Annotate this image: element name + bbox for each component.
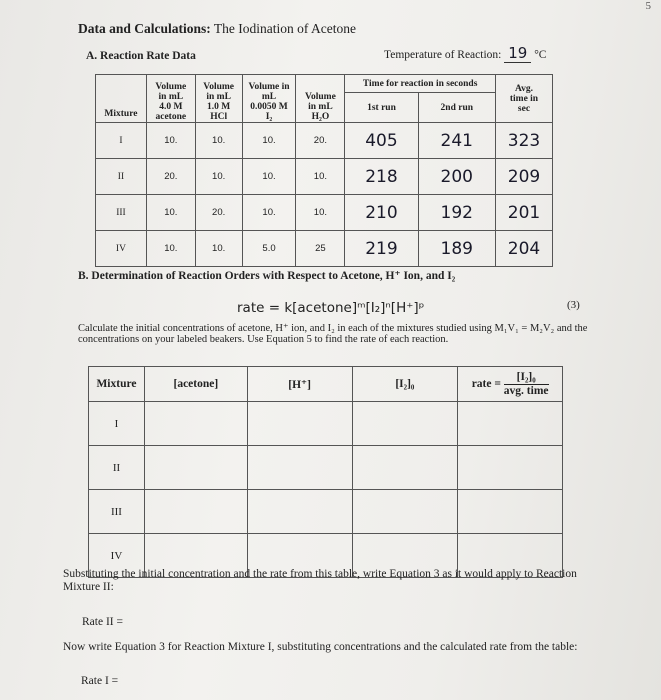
table-row — [89, 446, 563, 490]
rate-cell[interactable] — [458, 446, 563, 490]
header-hcl-line: HCl — [210, 112, 228, 122]
rate-i-instructions: Now write Equation 3 for Reaction Mixture I, substituting concentrations and the calculated rate from the table: — [63, 641, 578, 653]
water-volume: 10. — [296, 195, 345, 231]
rate-denominator: avg. time — [503, 384, 549, 397]
header-acetone-line: acetone — [155, 112, 187, 122]
avg-time[interactable]: 204 — [495, 231, 552, 267]
title-rest: The Iodination of Acetone — [213, 21, 356, 36]
header-time: Time for reaction in seconds — [345, 75, 496, 93]
run1-time[interactable]: 405 — [345, 123, 418, 159]
table-row — [89, 402, 563, 446]
header-hcl — [195, 75, 242, 123]
iodine-conc-cell[interactable] — [352, 490, 458, 534]
water-volume: 10. — [296, 159, 345, 195]
mixture-label: II — [96, 159, 147, 195]
table-row — [96, 159, 553, 195]
title-bold: Data and Calculations: — [78, 21, 211, 36]
hcl-volume: 10. — [195, 123, 242, 159]
section-b-heading: B. Determination of Reaction Orders with Respect to Acetone, H⁺ Ion, and I₂ — [78, 270, 456, 282]
rate-label: rate = — [471, 377, 501, 390]
reaction-rate-table — [95, 74, 553, 267]
header-run2: 2nd run — [418, 93, 495, 123]
h-conc-cell[interactable] — [247, 402, 352, 446]
table-row — [89, 490, 563, 534]
header-avg-line: sec — [517, 103, 531, 114]
header-iodine-conc: [I₂]₀ — [352, 367, 458, 402]
instructions: Calculate the initial concentrations of acetone, H⁺ ion, and I₂ in each of the mixtures studied using M₁V₁ = M₂V₂ and the concentrations on your labeled beakers. Use Equation 5 to find the rate of each reaction. — [78, 323, 588, 345]
acetone-volume: 20. — [146, 159, 195, 195]
run2-time[interactable]: 189 — [418, 231, 495, 267]
iodine-volume: 5.0 — [242, 231, 296, 267]
header-iodine — [242, 75, 296, 123]
header-water-line: H₂O — [311, 112, 330, 122]
header-hcl-line: in mL — [206, 92, 231, 102]
rate-cell[interactable] — [458, 402, 563, 446]
h-conc-cell[interactable] — [247, 446, 352, 490]
header-avg — [495, 75, 552, 123]
header-avg-line: Avg. — [514, 83, 533, 94]
run2-time[interactable]: 200 — [418, 159, 495, 195]
water-volume: 20. — [296, 123, 345, 159]
run2-time[interactable]: 192 — [418, 195, 495, 231]
temperature-value[interactable]: 19 — [504, 44, 531, 63]
header-run1: 1st run — [345, 93, 418, 123]
concentration-table — [88, 366, 563, 578]
substitute-instructions: Substituting the initial concentration and the rate from this table, write Equation 3 as it would apply to Reaction Mixture II: — [63, 568, 577, 593]
header-mixture: Mixture — [89, 367, 145, 402]
rate-ii-label: Rate II = — [82, 616, 123, 628]
header-hcl-line: 1.0 M — [207, 102, 231, 112]
run1-time[interactable]: 219 — [345, 231, 418, 267]
h-conc-cell[interactable] — [247, 490, 352, 534]
rate-i-label: Rate I = — [81, 675, 119, 687]
run1-time[interactable]: 218 — [345, 159, 418, 195]
rate-cell[interactable] — [458, 490, 563, 534]
hcl-volume: 20. — [195, 195, 242, 231]
mixture-label: I — [89, 402, 145, 446]
header-water-line: in mL — [308, 102, 333, 112]
iodine-conc-cell[interactable] — [352, 446, 458, 490]
acetone-volume: 10. — [146, 195, 195, 231]
header-acetone-line: in mL — [158, 92, 184, 102]
rate-equation: rate = k[acetone]ᵐ[I₂]ⁿ[H⁺]ᵖ — [237, 300, 425, 316]
temperature-label: Temperature of Reaction: — [384, 49, 502, 61]
temperature-unit: °C — [534, 49, 547, 61]
header-water — [296, 75, 345, 123]
header-avg-line: time in — [509, 93, 539, 104]
table-row — [96, 123, 553, 159]
avg-time[interactable]: 201 — [495, 195, 552, 231]
header-acetone-conc: [acetone] — [144, 367, 247, 402]
header-iodine-line: I₂ — [265, 112, 273, 122]
table-row — [96, 231, 553, 267]
iodine-volume: 10. — [242, 123, 296, 159]
water-volume: 25 — [296, 231, 345, 267]
iodine-volume: 10. — [242, 159, 296, 195]
rate-numerator: [I₂]₀ — [516, 370, 536, 383]
section-a-heading: A. Reaction Rate Data — [86, 50, 196, 62]
header-hcl-line: Volume — [203, 82, 235, 92]
hcl-volume: 10. — [195, 159, 242, 195]
page-number: 5 — [645, 0, 651, 12]
hcl-volume: 10. — [195, 231, 242, 267]
header-acetone — [146, 75, 195, 123]
iodine-volume: 10. — [242, 195, 296, 231]
header-mixture: Mixture — [96, 75, 147, 123]
iodine-conc-cell[interactable] — [352, 402, 458, 446]
acetone-conc-cell[interactable] — [144, 402, 247, 446]
run1-time[interactable]: 210 — [345, 195, 418, 231]
header-iodine-line: Volume in — [248, 82, 290, 92]
page-title — [78, 21, 356, 37]
header-iodine-line: mL — [261, 92, 277, 102]
run2-time[interactable]: 241 — [418, 123, 495, 159]
equation-number: (3) — [567, 299, 580, 311]
header-iodine-line: 0.0050 M — [250, 102, 288, 112]
header-h-conc: [H⁺] — [247, 367, 352, 402]
mixture-label: II — [89, 446, 145, 490]
mixture-label: III — [96, 195, 147, 231]
header-acetone-line: Volume — [155, 82, 187, 92]
table-row — [96, 195, 553, 231]
header-rate — [458, 367, 563, 402]
mixture-label: III — [89, 490, 145, 534]
rate-fraction — [504, 371, 549, 398]
header-water-line: Volume — [305, 92, 336, 102]
mixture-label: I — [96, 123, 147, 159]
avg-time[interactable]: 209 — [495, 159, 552, 195]
acetone-volume: 10. — [146, 123, 195, 159]
acetone-conc-cell[interactable] — [144, 446, 247, 490]
mixture-label: IV — [96, 231, 147, 267]
avg-time[interactable]: 323 — [495, 123, 552, 159]
mixture-label: IV — [89, 534, 145, 578]
acetone-conc-cell[interactable] — [144, 490, 247, 534]
temperature-field — [384, 44, 546, 62]
acetone-volume: 10. — [146, 231, 195, 267]
header-acetone-line: 4.0 M — [159, 102, 183, 112]
